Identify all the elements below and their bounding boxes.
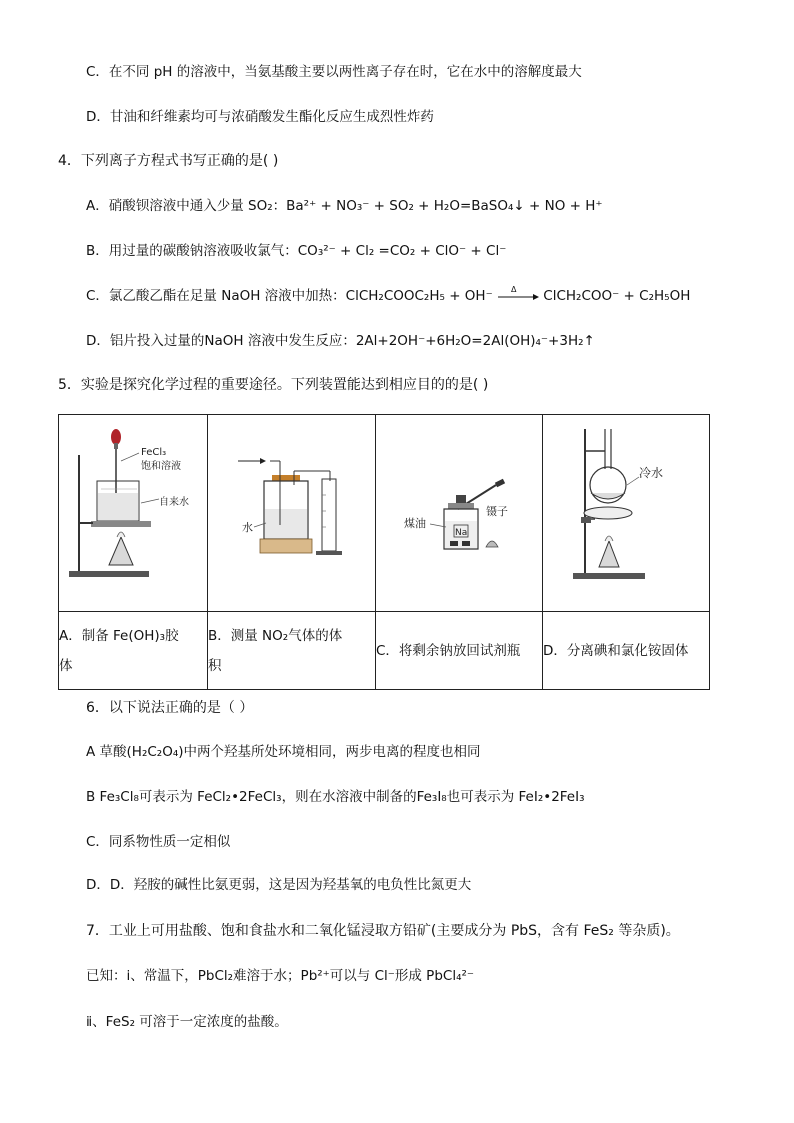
caption-b-line-2: 积	[208, 657, 222, 674]
caption-b	[208, 612, 376, 690]
figure-c-label-tweezers: 镊子	[486, 505, 508, 518]
q4-option-c	[86, 286, 690, 306]
fecl3-heating-apparatus-icon	[59, 415, 207, 607]
figure-a-label-fecl3: FeCl₃	[141, 447, 167, 458]
q4c-reactants: C．氯乙酸乙酯在足量 NaOH 溶液中加热：ClCH₂COOC₂H₅ + OH⁻	[86, 288, 493, 304]
caption-a-line-2: 体	[59, 657, 73, 674]
q6-option-b: B Fe₃Cl₈可表示为 FeCl₂•2FeCl₃，则在水溶液中制备的Fe₃I₈也可表示为 FeI₂•2FeI₃	[86, 789, 585, 805]
question-4-stem: 4．下列离子方程式书写正确的是( )	[58, 153, 279, 169]
q3-option-d: D．甘油和纤维素均可与浓硝酸发生酯化反应生成烈性炸药	[86, 109, 434, 125]
figure-a-label-water: 自来水	[159, 497, 189, 508]
figure-c-cell	[376, 415, 543, 612]
reaction-arrow-icon	[497, 285, 539, 303]
caption-c: C．将剩余钠放回试剂瓶	[376, 612, 543, 690]
q4c-products: ClCH₂COO⁻ + C₂H₅OH	[543, 288, 691, 304]
figure-b-cell	[208, 415, 376, 612]
apparatus-table	[58, 414, 710, 690]
figure-a-label-saturated: 饱和溶液	[141, 461, 181, 472]
q6-option-d: D．D．羟胺的碱性比氨更弱，这是因为羟基氧的电负性比氮更大	[86, 877, 472, 893]
q7-known-i: 已知：ⅰ、常温下，PbCl₂难溶于水；Pb²⁺可以与 Cl⁻形成 PbCl₄²⁻	[86, 968, 475, 984]
q6-option-c: C．同系物性质一定相似	[86, 834, 231, 850]
q6-option-a: A 草酸(H₂C₂O₄)中两个羟基所处环境相同，两步电离的程度也相同	[86, 744, 481, 760]
figure-d-cell	[543, 415, 710, 612]
figure-d-label-cold-water: 冷水	[639, 466, 664, 480]
figure-c-label-na: Na	[455, 528, 468, 538]
caption-b-line-1: B．测量 NO₂气体的体	[208, 627, 343, 644]
figure-a-cell	[59, 415, 208, 612]
question-6-stem: 6．以下说法正确的是（ ）	[86, 700, 254, 716]
caption-a	[59, 612, 208, 690]
figure-b-label-water: 水	[242, 521, 253, 534]
sublimation-apparatus-icon	[543, 415, 709, 607]
q3-option-c: C．在不同 pH 的溶液中，当氨基酸主要以两性离子存在时，它在水中的溶解度最大	[86, 64, 582, 80]
question-7-stem: 7．工业上可用盐酸、饱和食盐水和二氧化锰浸取方铅矿(主要成分为 PbS，含有 FeS₂ 等杂质)。	[86, 923, 680, 939]
caption-a-line-1: A．制备 Fe(OH)₃胶	[59, 627, 179, 644]
question-5-stem: 5．实验是探究化学过程的重要途径。下列装置能达到相应目的的是( )	[58, 377, 489, 393]
q4-option-a: A．硝酸钡溶液中通入少量 SO₂：Ba²⁺ + NO₃⁻ + SO₂ + H₂O=BaSO₄↓ + NO + H⁺	[86, 198, 603, 214]
q7-known-ii: ⅱ、FeS₂ 可溶于一定浓度的盐酸。	[86, 1014, 288, 1030]
q4-option-b: B．用过量的碳酸钠溶液吸收氯气：CO₃²⁻ + Cl₂ =CO₂ + ClO⁻ + Cl⁻	[86, 243, 507, 259]
heat-symbol: Δ	[511, 285, 517, 294]
q4-option-d: D．铝片投入过量的NaOH 溶液中发生反应：2Al+2OH⁻+6H₂O=2Al(OH)₄⁻+3H₂↑	[86, 333, 595, 349]
gas-collection-apparatus-icon	[208, 415, 375, 607]
sodium-reagent-bottle-icon	[376, 415, 542, 607]
figure-c-label-kerosene: 煤油	[404, 517, 426, 530]
caption-d: D．分离碘和氯化铵固体	[543, 612, 710, 690]
